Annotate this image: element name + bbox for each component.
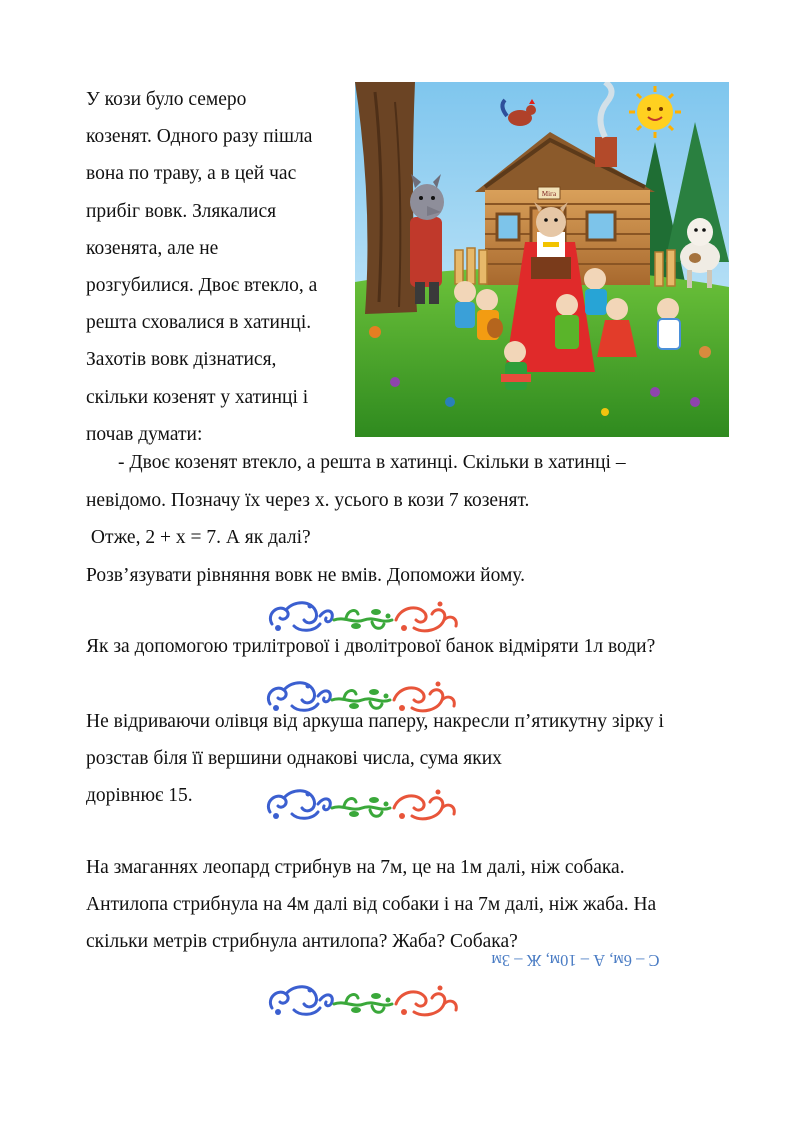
ornament-divider <box>264 980 464 1020</box>
ornament-divider <box>264 596 464 636</box>
task-jars: Як за допомогою трилітрової і дволітрової банок відміряти 1л води? <box>86 636 656 657</box>
story-line: козенята, але не <box>86 237 219 259</box>
story-text <box>86 81 348 453</box>
ornament-divider <box>262 676 462 716</box>
story-line: решта сховалися в хатинці. <box>86 312 312 334</box>
story-line: вона по траву, а в цей час <box>86 163 297 185</box>
task-jump-line: скільки метрів стрибнула антилопа? Жаба? Собака? <box>86 931 518 952</box>
wolf <box>410 174 444 304</box>
fairy-tale-illustration <box>355 82 729 437</box>
upside-down-answer: С – 6м, А – 10м, Ж – 3м <box>491 951 660 970</box>
story-line: У кози було семеро <box>86 89 247 110</box>
task-jump-line: Антилопа стрибнула на 4м далі від собаки і на 7м далі, ніж жаба. На <box>86 894 657 915</box>
task-star-line: дорівнює 15. <box>86 785 193 806</box>
story-line: розгубилися. Двоє втекло, а <box>86 275 318 297</box>
story-line: Захотів вовк дізнатися, <box>86 349 277 371</box>
task-star-line: розстав біля її вершини однакові числа, сума яких <box>86 748 502 769</box>
wolf-thought-line: - Двоє козенят втекло, а решта в хатинці. Скільки в хатинці – <box>118 452 626 473</box>
wolf-thought-line: невідомо. Позначу їх через х. усього в кози 7 козенят. <box>86 490 530 511</box>
story-line: скільки козенят у хатинці і <box>86 386 309 408</box>
wolf-thought-equation: Отже, 2 + х = 7. А як далі? <box>86 527 311 548</box>
story-line: козенят. Одного разу пішла <box>86 126 313 148</box>
wolf-thought-line: Розв’язувати рівняння вовк не вмів. Допоможи йому. <box>86 565 525 586</box>
task-star-line: Не відриваючи олівця від аркуша паперу, накресли п’ятикутну зірку і <box>86 711 664 732</box>
story-line: прибіг вовк. Злякалися <box>86 200 277 222</box>
story-line: почав думати: <box>86 423 203 445</box>
task-jump-line: На змаганнях леопард стрибнув на 7м, це на 1м далі, ніж собака. <box>86 857 625 878</box>
ornament-divider <box>262 784 462 824</box>
house-sign: Міга <box>541 190 557 198</box>
